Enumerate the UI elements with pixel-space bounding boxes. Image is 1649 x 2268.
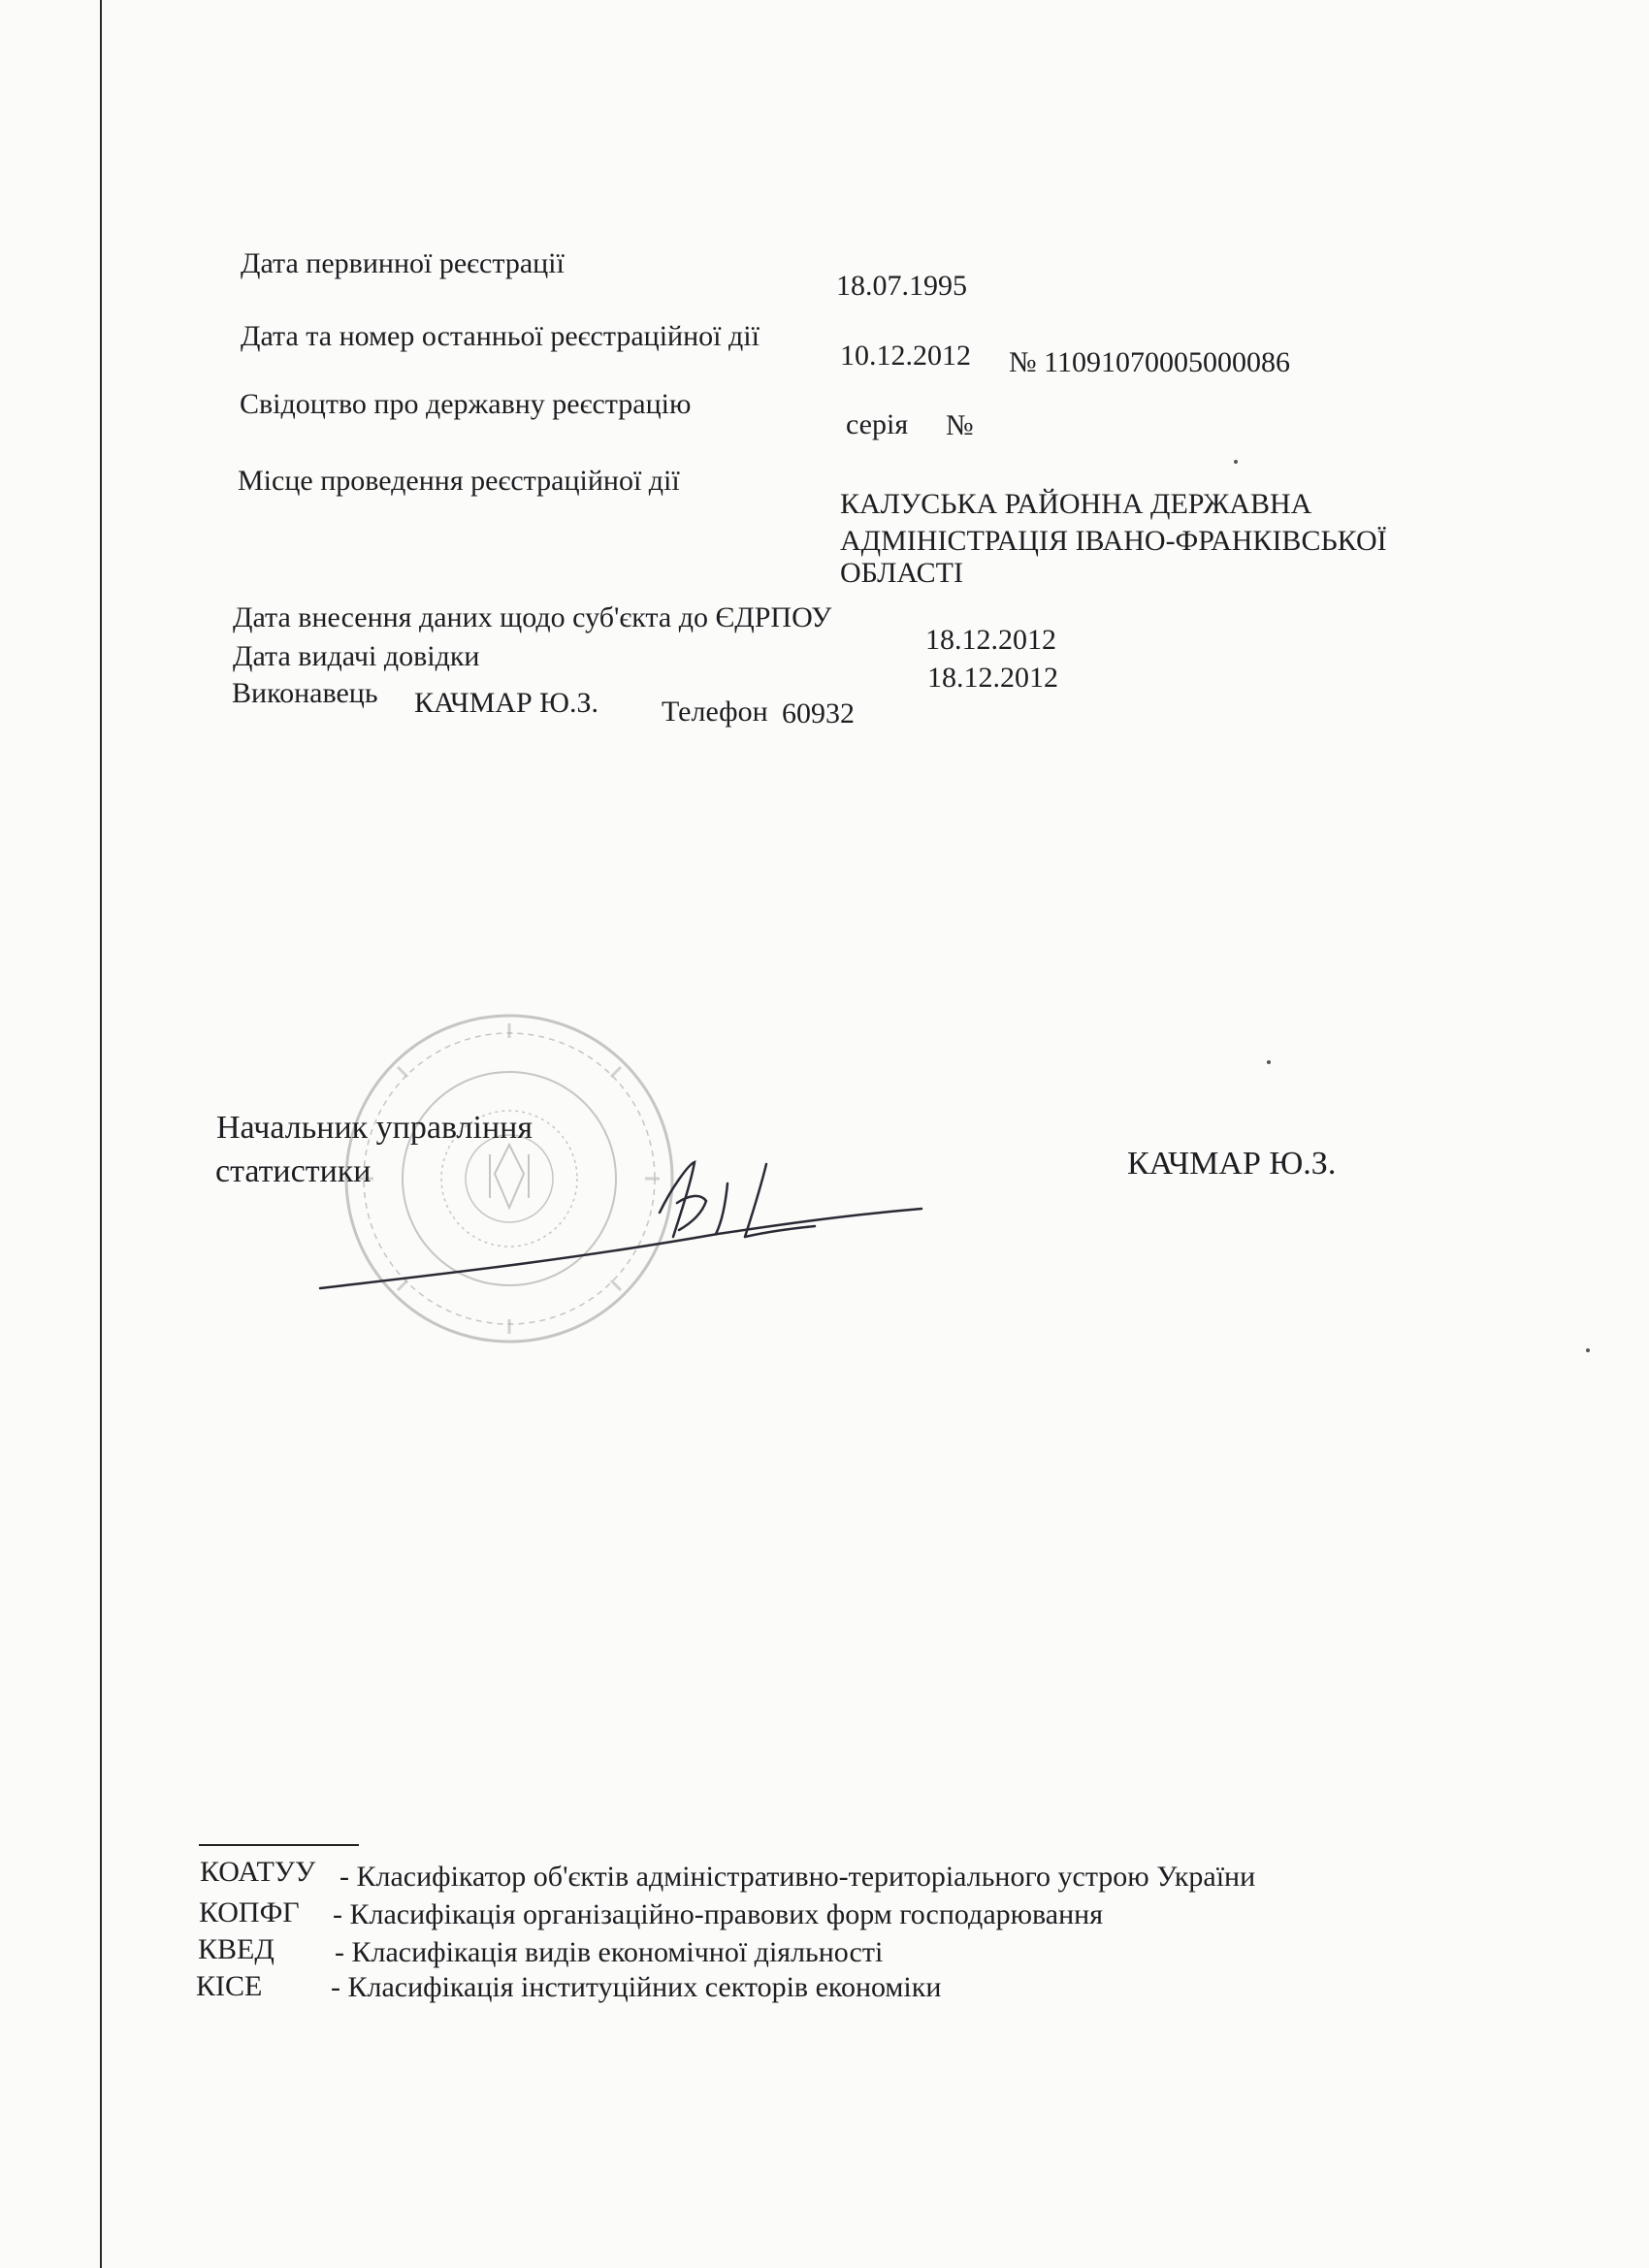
signatory-title-line-2: статистики — [215, 1153, 372, 1189]
footnote-text-kved: - Класифікація видів економічної діяльності — [335, 1936, 884, 1968]
edrpou-entry-value: 18.12.2012 — [925, 624, 1056, 656]
place-line-3: ОБЛАСТІ — [840, 557, 963, 589]
footnote-text-kopfg: - Класифікація організаційно-правових форм господарювання — [333, 1898, 1104, 1930]
footnote-separator — [199, 1844, 359, 1846]
footnote-text-kise: - Класифікація інституційних секторів економіки — [331, 1971, 942, 2003]
place-line-2: АДМІНІСТРАЦІЯ ІВАНО-ФРАНКІВСЬКОЇ — [840, 525, 1387, 557]
edrpou-entry-label: Дата внесення даних щодо суб'єкта до ЄДРПОУ — [233, 601, 832, 633]
last-action-number: № 11091070005000086 — [1009, 346, 1291, 378]
footnote-text-koatuu: - Класифікатор об'єктів адміністративно-територіального устрою України — [340, 1861, 1256, 1893]
certificate-label: Свідоцтво про державну реєстрацію — [240, 388, 692, 420]
last-action-label: Дата та номер останньої реєстраційної дії — [241, 320, 760, 352]
last-action-date: 10.12.2012 — [840, 340, 971, 372]
certificate-series: серія — [846, 408, 909, 440]
scan-speck — [1586, 1348, 1590, 1352]
scan-speck — [1234, 460, 1238, 464]
executor-name: КАЧМАР Ю.З. — [414, 687, 599, 719]
phone-value: 60932 — [782, 697, 855, 729]
place-line-1: КАЛУСЬКА РАЙОННА ДЕРЖАВНА — [840, 488, 1312, 520]
footnote-abbr-kved: КВЕД — [198, 1933, 275, 1965]
place-label: Місце проведення реєстраційної дії — [238, 465, 680, 497]
footnote-abbr-kopfg: КОПФГ — [199, 1896, 300, 1928]
scan-speck — [1267, 1060, 1271, 1064]
handwritten-signature — [310, 1145, 931, 1300]
footnote-abbr-koatuu: КОАТУУ — [200, 1856, 316, 1888]
scan-edge-line — [100, 0, 102, 2268]
executor-label: Виконавець — [232, 677, 378, 709]
issue-date-label: Дата видачі довідки — [233, 640, 480, 672]
signatory-title-line-1: Начальник управління — [216, 1110, 533, 1146]
issue-date-value: 18.12.2012 — [927, 662, 1058, 694]
first-registration-value: 18.07.1995 — [836, 270, 967, 302]
phone-label: Телефон — [662, 696, 768, 728]
footnote-abbr-kise: КІСЕ — [196, 1970, 263, 2002]
first-registration-label: Дата первинної реєстрації — [241, 247, 565, 279]
certificate-number: № — [946, 409, 974, 441]
signatory-name: КАЧМАР Ю.З. — [1127, 1146, 1337, 1182]
